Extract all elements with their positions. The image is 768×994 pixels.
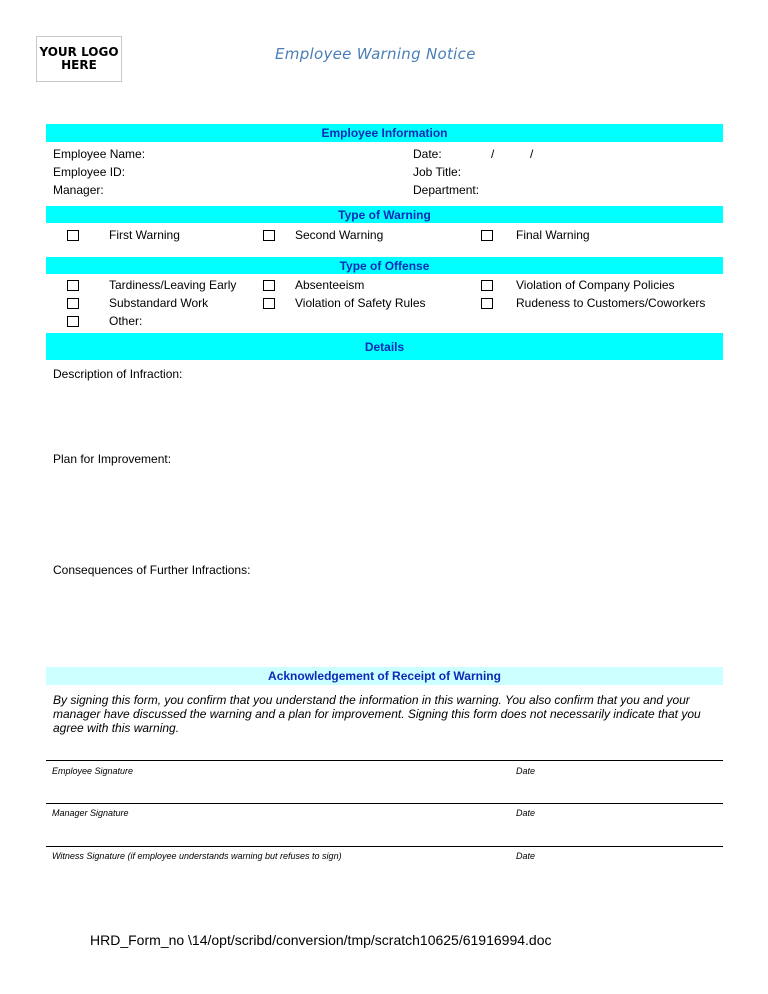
policy-violation-label: Violation of Company Policies xyxy=(516,278,675,292)
employee-id-label: Employee ID: xyxy=(53,165,126,179)
employee-signature-label: Employee Signature xyxy=(52,766,134,776)
first-warning-checkbox[interactable] xyxy=(67,230,79,241)
final-warning-label: Final Warning xyxy=(516,228,590,242)
date-separator: / xyxy=(530,147,534,161)
tardiness-label: Tardiness/Leaving Early xyxy=(109,278,237,292)
signature-line xyxy=(46,803,723,804)
footer-path: HRD_Form_no \14/opt/scribd/conversion/tmp/scratch10625/61916994.doc xyxy=(90,932,552,948)
rudeness-label: Rudeness to Customers/Coworkers xyxy=(516,296,706,310)
witness-date-label: Date xyxy=(516,851,536,861)
absenteeism-checkbox[interactable] xyxy=(263,280,275,291)
plan-label: Plan for Improvement: xyxy=(53,452,172,466)
rudeness-checkbox[interactable] xyxy=(481,298,493,309)
consequences-label: Consequences of Further Infractions: xyxy=(53,563,251,577)
manager-label: Manager: xyxy=(53,183,104,197)
acknowledgement-header: Acknowledgement of Receipt of Warning xyxy=(46,667,723,685)
manager-date-label: Date xyxy=(516,808,536,818)
employee-date-label: Date xyxy=(516,766,536,776)
first-warning-label: First Warning xyxy=(109,228,180,242)
signature-line xyxy=(46,846,723,847)
other-offense-label: Other: xyxy=(109,314,143,328)
absenteeism-label: Absenteeism xyxy=(295,278,365,292)
substandard-work-label: Substandard Work xyxy=(109,296,209,310)
details-header: Details xyxy=(46,333,723,360)
page-title: Employee Warning Notice xyxy=(275,45,476,63)
second-warning-checkbox[interactable] xyxy=(263,230,275,241)
acknowledgement-text: By signing this form, you confirm that you understand the information in this warning. You also confirm that you and your manager have discussed the warning and a plan for improvement. Signing this form does not necessarily indicate that you agree with this warning. xyxy=(53,693,701,735)
other-offense-checkbox[interactable] xyxy=(67,316,79,327)
warning-type-header: Type of Warning xyxy=(46,206,723,223)
safety-violation-checkbox[interactable] xyxy=(263,298,275,309)
date-separator: / xyxy=(491,147,495,161)
employee-name-label: Employee Name: xyxy=(53,147,146,161)
witness-signature-label: Witness Signature (if employee understands warning but refuses to sign) xyxy=(52,851,342,861)
substandard-work-checkbox[interactable] xyxy=(67,298,79,309)
final-warning-checkbox[interactable] xyxy=(481,230,493,241)
department-label: Department: xyxy=(413,183,480,197)
manager-signature-label: Manager Signature xyxy=(52,808,129,818)
employee-info-header: Employee Information xyxy=(46,124,723,142)
safety-violation-label: Violation of Safety Rules xyxy=(295,296,426,310)
second-warning-label: Second Warning xyxy=(295,228,384,242)
logo-placeholder: YOUR LOGO HERE xyxy=(36,36,122,82)
date-label: Date: xyxy=(413,147,442,161)
offense-type-header: Type of Offense xyxy=(46,257,723,274)
tardiness-checkbox[interactable] xyxy=(67,280,79,291)
policy-violation-checkbox[interactable] xyxy=(481,280,493,291)
description-label: Description of Infraction: xyxy=(53,367,183,381)
job-title-label: Job Title: xyxy=(413,165,462,179)
signature-line xyxy=(46,760,723,761)
